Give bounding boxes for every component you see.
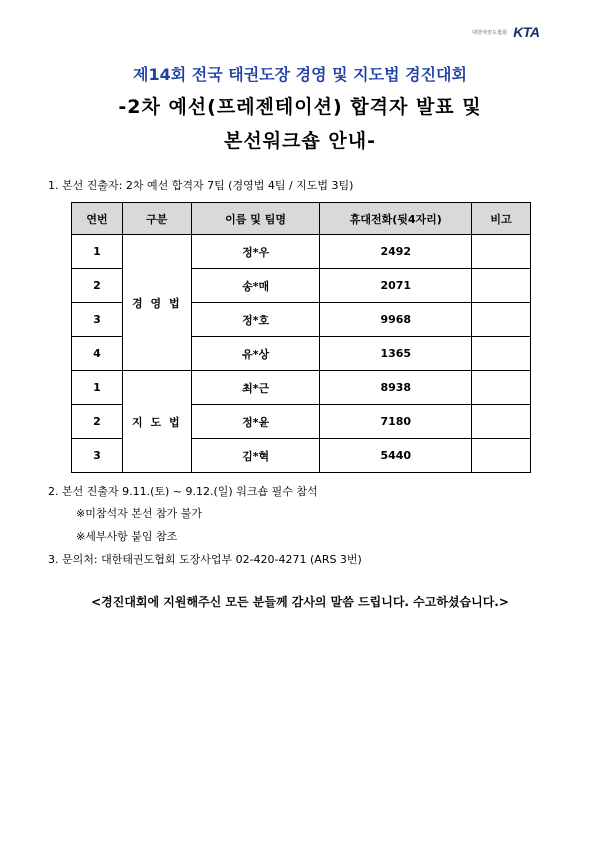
item-3-contact: 3. 문의처: 대한태권도협회 도장사업부 02-420-4271 (ARS 3번)	[48, 553, 362, 566]
table-row	[72, 235, 531, 269]
cell-note	[472, 303, 531, 337]
cell-no: 2	[72, 405, 123, 439]
cell-name: 유*상	[191, 337, 320, 371]
cell-name: 송*매	[191, 269, 320, 303]
cell-note	[472, 337, 531, 371]
document-title	[0, 64, 600, 154]
cell-phone: 1365	[320, 337, 472, 371]
kta-logo	[472, 24, 539, 40]
cell-phone: 8938	[320, 371, 472, 405]
cell-no: 1	[72, 371, 123, 405]
title-line-1: 제14회 전국 태권도장 경영 및 지도법 경진대회	[133, 65, 467, 84]
cell-phone: 2071	[320, 269, 472, 303]
title-line-3: 본선워크숍 안내-	[224, 130, 376, 152]
header-phone: 휴대전화(뒷4자리)	[320, 203, 472, 235]
cell-name: 정*우	[191, 235, 320, 269]
cell-name: 정*호	[191, 303, 320, 337]
cell-phone: 9968	[320, 303, 472, 337]
cell-note	[472, 235, 531, 269]
header-note: 비고	[472, 203, 531, 235]
item-2-workshop: 2. 본선 진출자 9.11.(토) ~ 9.12.(일) 워크숍 필수 참석	[48, 485, 318, 498]
cell-no: 2	[72, 269, 123, 303]
item-1-finalists: 1. 본선 진출자: 2차 예선 합격자 7팀 (경영법 4팀 / 지도법 3팀)	[48, 179, 354, 192]
cell-phone: 7180	[320, 405, 472, 439]
cell-note	[472, 269, 531, 303]
table-header-row	[72, 203, 531, 235]
note-absence: ※미참석자 본선 참가 불가	[76, 507, 202, 520]
header-name: 이름 및 팀명	[191, 203, 320, 235]
cell-phone: 5440	[320, 439, 472, 473]
cell-name: 최*근	[191, 371, 320, 405]
cell-category: 경 영 법	[122, 235, 191, 371]
logo-org-name: 대한태권도협회	[472, 29, 508, 36]
cell-note	[472, 439, 531, 473]
cell-no: 3	[72, 439, 123, 473]
closing-message: <경진대회에 지원해주신 모든 분들께 감사의 말씀 드립니다. 수고하셨습니다.>	[91, 595, 509, 609]
cell-no: 1	[72, 235, 123, 269]
cell-category: 지 도 법	[122, 371, 191, 473]
cell-note	[472, 405, 531, 439]
header-category: 구분	[122, 203, 191, 235]
cell-phone: 2492	[320, 235, 472, 269]
cell-note	[472, 371, 531, 405]
cell-no: 3	[72, 303, 123, 337]
finalist-table	[71, 202, 531, 473]
cell-name: 김*혁	[191, 439, 320, 473]
cell-name: 정*윤	[191, 405, 320, 439]
cell-no: 4	[72, 337, 123, 371]
table-row	[72, 371, 531, 405]
header-no: 연번	[72, 203, 123, 235]
logo-mark: KTA	[513, 24, 540, 40]
note-attachment: ※세부사항 붙임 참조	[76, 530, 178, 543]
title-line-2: -2차 예선(프레젠테이션) 합격자 발표 및	[118, 96, 482, 118]
